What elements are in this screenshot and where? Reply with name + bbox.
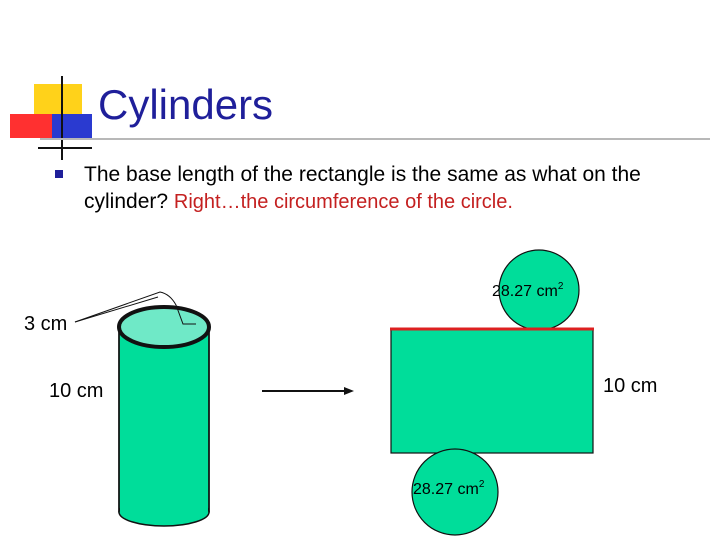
rectangle-height-label: 10 cm — [603, 375, 658, 397]
top-area-value: 28.27 cm — [492, 283, 558, 300]
bottom-circle-area-label — [413, 479, 485, 498]
top-area-exponent: 2 — [557, 281, 564, 292]
top-circle-area-label — [492, 281, 564, 300]
arrow-icon — [344, 387, 354, 395]
radius-label: 3 cm — [24, 313, 68, 335]
bottom-area-exponent: 2 — [478, 479, 485, 490]
cylinder-bottom-cover — [120, 490, 208, 512]
answer-text: Right…the circumference of the circle. — [173, 191, 513, 213]
cylinder-height-label: 10 cm — [49, 380, 104, 402]
slide-title: Cylinders — [98, 81, 274, 128]
net-rectangle — [391, 329, 593, 453]
question-text: The base length of the rectangle is the same as what on the cylinder? — [84, 163, 641, 213]
bottom-area-value: 28.27 cm — [413, 481, 479, 498]
cylinder-top — [119, 307, 209, 347]
cylinder-body — [119, 327, 209, 512]
